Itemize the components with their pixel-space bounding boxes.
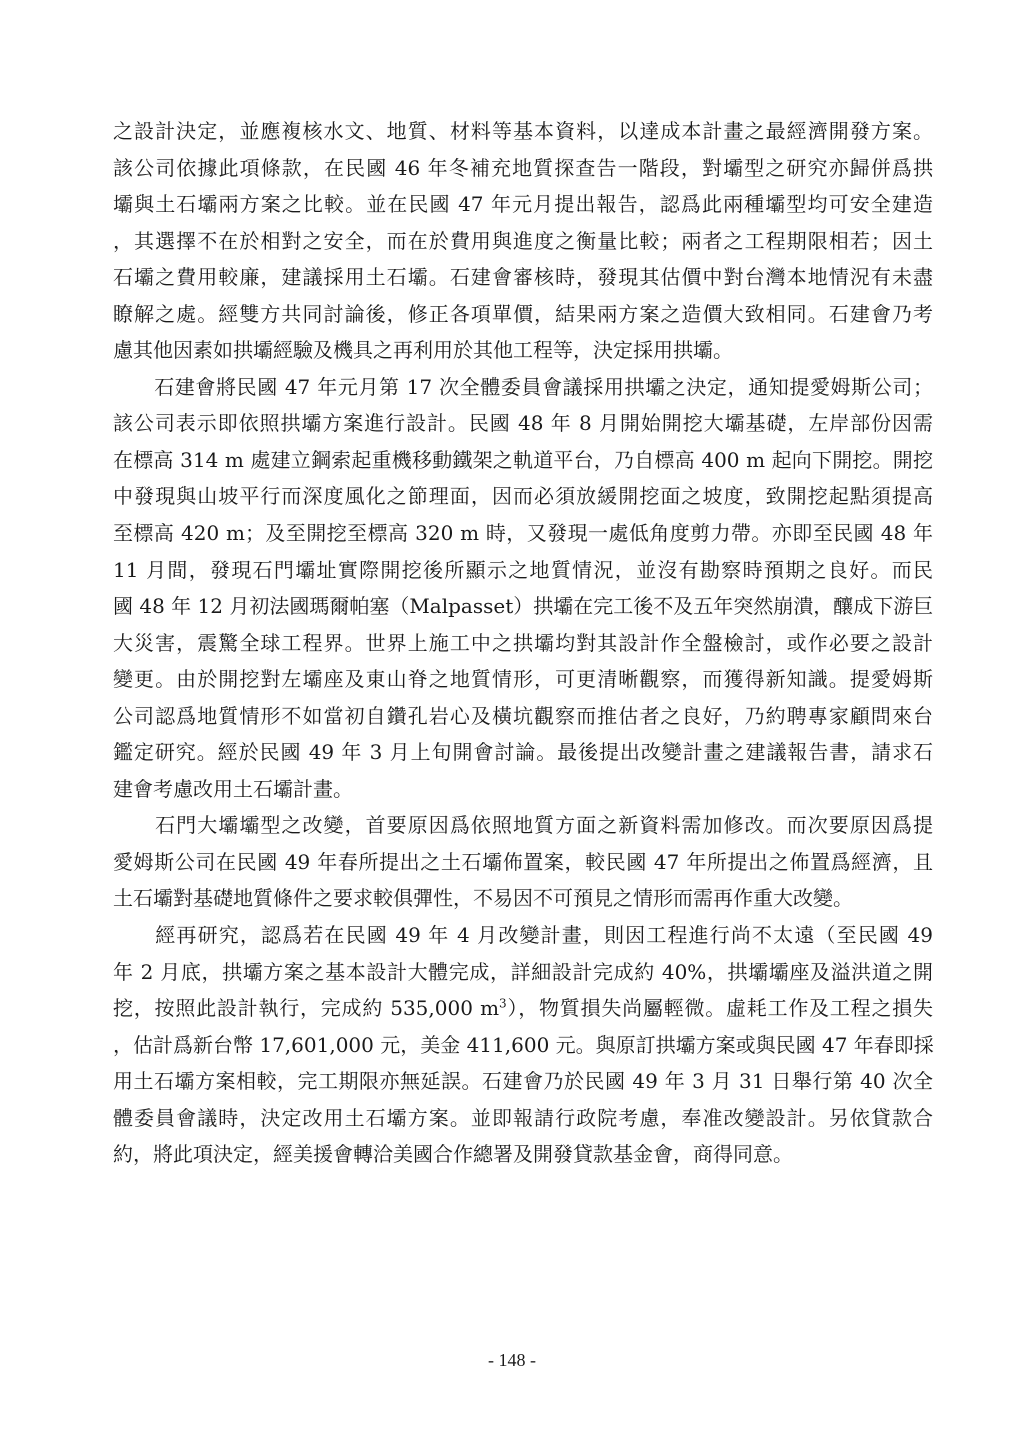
superscript: 3 (499, 996, 507, 1011)
text-line: 石門大壩壩型之改變，首要原因爲依照地質方面之新資料需加修改。而次要原因爲提 (113, 813, 933, 838)
text-line: 體委員會議時，決定改用土石壩方案。並即報請行政院考慮，奉准改變設計。另依貸款合 (113, 1105, 933, 1130)
text-line: 慮其他因素如拱壩經驗及機具之再利用於其他工程等，決定採用拱壩。 (113, 338, 733, 363)
body-text (113, 113, 933, 1173)
text-line: 鑑定研究。經於民國 49 年 3 月上旬開會討論。最後提出改變計畫之建議報告書，請求石 (113, 740, 933, 765)
text-line: 約，將此項決定，經美援會轉洽美國合作總署及開發貸款基金會，商得同意。 (113, 1142, 793, 1167)
text-line: 至標高 420 m；及至開挖至標高 320 m 時，又發現一處低角度剪力帶。亦即至民國 48 年 (113, 521, 933, 546)
text-line: 在標高 314 m 處建立鋼索起重機移動鐵架之軌道平台，乃自標高 400 m 起向下開挖。開挖 (113, 447, 933, 472)
text-line: 瞭解之處。經雙方共同討論後，修正各項單價，結果兩方案之造價大致相同。石建會乃考 (113, 301, 933, 326)
text-line: 壩與土石壩兩方案之比較。並在民國 47 年元月提出報告，認爲此兩種壩型均可安全建造 (113, 192, 933, 217)
text-line: 國 48 年 12 月初法國瑪爾帕塞（Malpasset）拱壩在完工後不及五年突然崩潰，釀成下游巨 (113, 594, 934, 619)
text-line: 變更。由於開挖對左壩座及東山脊之地質情形，可更清晰觀察，而獲得新知識。提愛姆斯 (113, 667, 933, 692)
text-line: 經再研究，認爲若在民國 49 年 4 月改變計畫，則因工程進行尚不太遠（至民國 49 (113, 923, 933, 948)
text-line: 愛姆斯公司在民國 49 年春所提出之土石壩佈置案，較民國 47 年所提出之佈置爲經濟，且 (113, 849, 933, 874)
text-line: ，其選擇不在於相對之安全，而在於費用與進度之衡量比較；兩者之工程期限相若；因土 (113, 228, 933, 253)
text-line: 用土石壩方案相較，完工期限亦無延誤。石建會乃於民國 49 年 3 月 31 日舉行第 40 次全 (113, 1069, 933, 1094)
text-line: 該公司依據此項條款，在民國 46 年冬補充地質探查告一階段，對壩型之研究亦歸併爲拱 (113, 155, 933, 180)
text-line: 石建會將民國 47 年元月第 17 次全體委員會議採用拱壩之決定，通知提愛姆斯公司； (113, 374, 933, 399)
text-segment: ），物質損失尚屬輕微。虛耗工作及工程之損失 (506, 996, 934, 1021)
text-line: 土石壩對基礎地質條件之要求較俱彈性，不易因不可預見之情形而需再作重大改變。 (113, 886, 853, 911)
text-line: 大災害，震驚全球工程界。世界上施工中之拱壩均對其設計作全盤檢討，或作必要之設計 (113, 630, 933, 655)
text-line: ，估計爲新台幣 17,601,000 元，美金 411,600 元。與原訂拱壩方案或與民國 47 年春即採 (113, 1032, 934, 1057)
text-line: 年 2 月底，拱壩方案之基本設計大體完成，詳細設計完成約 40%，拱壩壩座及溢洪道之開 (113, 959, 933, 984)
text-line: 石壩之費用較廉，建議採用土石壩。石建會審核時，發現其估價中對台灣本地情況有未盡 (113, 265, 933, 290)
text-line: 之設計決定，並應複核水文、地質、材料等基本資料，以達成本計畫之最經濟開發方案。 (113, 119, 933, 143)
page-number: - 148 - (488, 1350, 536, 1370)
text-line: 建會考慮改用土石壩計畫。 (113, 776, 353, 801)
text-line: 該公司表示即依照拱壩方案進行設計。民國 48 年 8 月開始開挖大壩基礎，左岸部份因需 (113, 411, 933, 436)
text-line: 中發現與山坡平行而深度風化之節理面，因而必須放緩開挖面之坡度，致開挖起點須提高 (113, 484, 933, 509)
text-line: 11 月間，發現石門壩址實際開挖後所顯示之地質情況，並沒有勘察時預期之良好。而民 (113, 557, 933, 582)
text-segment: 挖，按照此設計執行，完成約 535,000 m (113, 996, 500, 1021)
text-line: 公司認爲地質情形不如當初自鑽孔岩心及橫坑觀察而推估者之良好，乃約聘專家顧問來台 (113, 703, 933, 728)
text-line-with-superscript (113, 990, 933, 1027)
